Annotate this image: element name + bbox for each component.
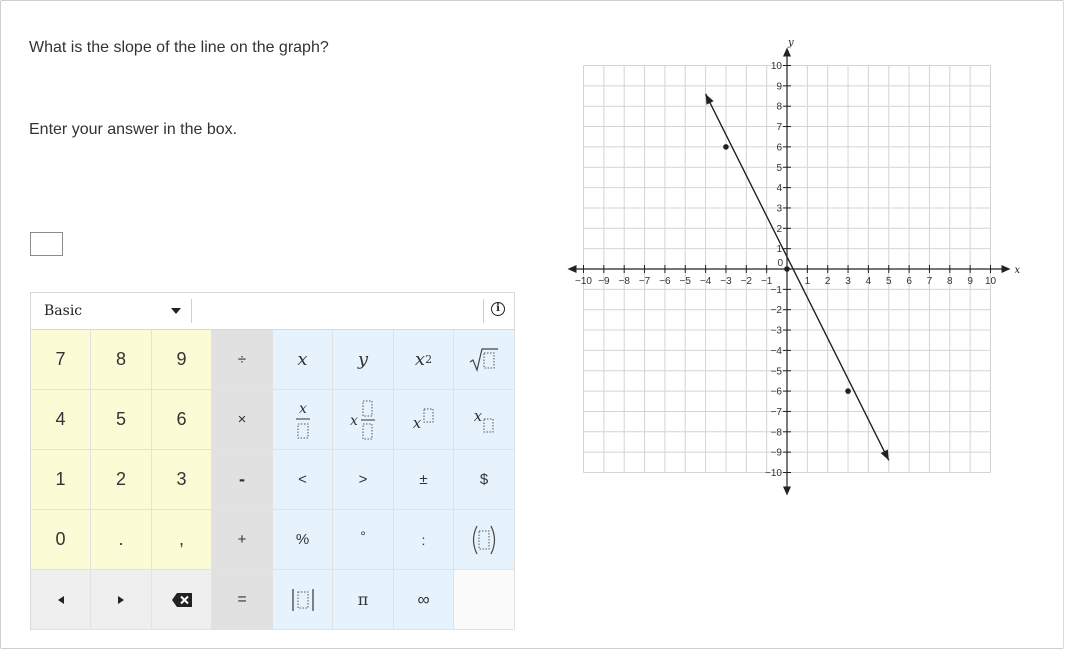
key-parentheses[interactable] [454,510,515,570]
y-tick-label: −5 [770,366,782,378]
key-mixed-fraction[interactable] [333,390,394,450]
svg-text:x: x [473,406,483,425]
absolute-value-icon [290,587,316,613]
key-7[interactable]: 7 [31,330,91,390]
x-axis-label: x [1014,265,1021,276]
y-tick-label: 5 [776,162,782,174]
parentheses-icon [469,524,499,556]
x-tick-label: 1 [804,276,811,287]
fraction-icon [294,400,312,440]
key-less-than[interactable]: < [273,450,333,510]
key-2[interactable]: 2 [91,450,152,510]
key-comma[interactable]: , [152,510,212,570]
power-icon [411,407,437,433]
backspace-icon [171,592,193,608]
y-axis-label: y [788,38,794,49]
x-tick-label: 9 [967,276,973,287]
chevron-down-icon[interactable] [171,308,181,314]
x-axis-arrow-right [1002,265,1011,273]
origin-label: 0 [777,258,783,269]
subscript-icon [471,405,497,435]
y-tick-label: 7 [776,122,782,134]
graphed-line [706,94,889,460]
key-8[interactable]: 8 [91,330,152,390]
key-4[interactable]: 4 [31,390,91,450]
x-tick-label: −6 [659,276,671,287]
x-tick-label: −9 [598,276,610,287]
coordinate-graph [560,38,1040,498]
key-minus[interactable]: - [212,450,273,510]
x-axis-arrow-left [568,265,577,273]
y-tick-label: 1 [776,244,782,256]
key-5[interactable]: 5 [91,390,152,450]
axes [568,48,1011,496]
line-point [723,144,729,150]
y-tick-label: −2 [770,305,782,317]
line-point [784,266,790,272]
y-tick-label: −8 [770,427,782,439]
key-equals[interactable]: = [212,570,273,630]
key-colon[interactable]: : [394,510,454,570]
x-tick-label: −2 [740,276,753,287]
keypad-mode-select[interactable]: Basic [44,303,83,319]
key-decimal[interactable]: . [91,510,152,570]
y-tick-label: 9 [776,81,782,93]
key-empty [454,570,515,630]
x-tick-label: −3 [720,276,732,287]
key-x-label: x [297,349,308,370]
svg-text:x: x [412,413,421,432]
y-tick-label: 6 [776,142,782,154]
x-tick-label: 10 [984,276,997,287]
key-divide[interactable]: ÷ [212,330,273,390]
y-axis-arrow-down [783,487,791,496]
x-tick-label: −7 [638,276,651,287]
mixed-fraction-icon [349,399,377,441]
key-subscript[interactable] [454,390,515,450]
y-axis-arrow-up [783,48,791,57]
svg-text:x: x [298,400,307,417]
y-tick-label: 10 [770,61,782,72]
key-3[interactable]: 3 [152,450,212,510]
key-1[interactable]: 1 [31,450,91,510]
y-tick-label: −7 [770,406,782,418]
key-pi[interactable]: π [333,570,394,630]
keypad-grid [31,330,515,630]
key-plus[interactable]: + [212,510,273,570]
key-left[interactable] [31,570,91,630]
key-plus-minus[interactable]: ± [394,450,454,510]
plot-line [706,94,889,460]
key-x-squared[interactable] [394,330,454,390]
line-arrow-end [881,450,889,461]
x-tick-label: 6 [906,276,912,287]
sqrt-icon [469,347,499,373]
key-multiply[interactable]: × [212,390,273,450]
x-tick-label: 5 [885,276,892,287]
info-icon[interactable]: i [491,302,505,316]
right-arrow-icon [116,595,126,605]
instruction-text: Enter your answer in the box. [29,121,238,138]
key-power[interactable] [394,390,454,450]
y-tick-label: −6 [770,386,782,398]
divider [191,299,192,323]
key-x-squared-base: x [414,349,426,370]
key-sqrt[interactable] [454,330,515,390]
line-arrow-start [706,94,714,105]
y-tick-label: −4 [770,345,782,357]
question-text: What is the slope of the line on the graph? [29,39,329,56]
key-infinity[interactable]: ∞ [394,570,454,630]
line-point [845,388,851,394]
x-tick-label: −4 [699,276,712,287]
y-tick-label: −9 [770,447,782,459]
x-tick-label: −5 [679,276,691,287]
key-x[interactable] [273,330,333,390]
y-tick-label: −10 [765,468,782,479]
key-backspace[interactable] [152,570,212,630]
x-tick-label: −1 [760,276,773,287]
answer-input[interactable] [30,232,63,256]
y-tick-label: 8 [776,101,782,113]
key-0[interactable]: 0 [31,510,91,570]
key-dollar[interactable]: $ [454,450,515,510]
y-tick-label: −1 [770,284,782,296]
x-tick-label: 3 [845,276,851,287]
x-tick-label: 8 [947,276,953,287]
key-absolute-value[interactable] [273,570,333,630]
key-6[interactable]: 6 [152,390,212,450]
key-right[interactable] [91,570,152,630]
x-tick-label: −10 [575,276,592,287]
key-9[interactable]: 9 [152,330,212,390]
key-y-label: y [357,349,369,370]
math-keypad [30,292,515,630]
key-y[interactable] [333,330,394,390]
tick-labels [575,38,1020,479]
x-tick-label: −8 [618,276,630,287]
svg-text:x: x [350,412,358,429]
keypad-header [31,293,514,330]
y-tick-label: 3 [776,203,782,215]
key-greater-than[interactable]: > [333,450,394,510]
key-degree[interactable]: ° [333,510,394,570]
key-fraction[interactable] [273,390,333,450]
x-tick-label: 2 [824,276,831,287]
y-tick-label: −3 [770,325,782,337]
x-tick-label: 4 [865,276,872,287]
left-arrow-icon [56,595,66,605]
key-percent[interactable]: % [273,510,333,570]
y-tick-label: 4 [776,183,782,195]
divider [483,299,484,323]
x-tick-label: 7 [926,276,933,287]
key-x-squared-exp: 2 [425,353,433,366]
y-tick-label: 2 [776,223,782,235]
